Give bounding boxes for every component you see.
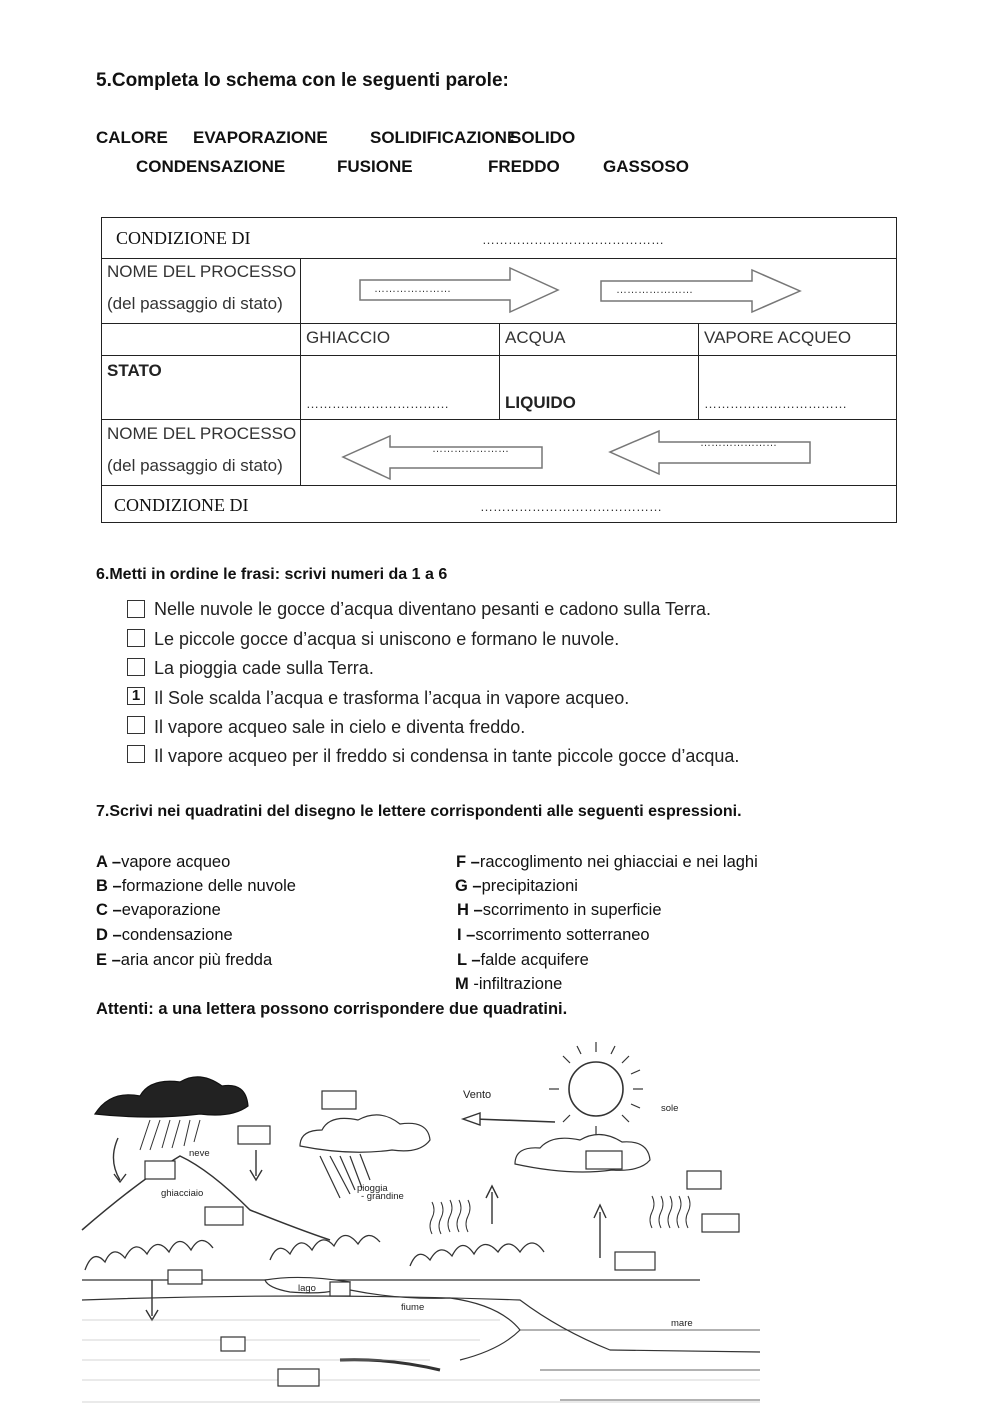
answer-box bbox=[687, 1171, 721, 1189]
stato-label: STATO bbox=[107, 361, 162, 380]
state-ghiaccio: GHIACCIO bbox=[306, 328, 391, 347]
arrow-right-1-blank[interactable]: ………………… bbox=[374, 283, 451, 295]
process-label-top-2: (del passaggio di stato) bbox=[107, 294, 283, 313]
legend-h: H –scorrimento in superficie bbox=[457, 901, 662, 919]
section5-title: 5.Completa lo schema con le seguenti parole: bbox=[96, 70, 509, 91]
answer-box bbox=[221, 1337, 245, 1351]
label-pioggia: pioggia bbox=[357, 1183, 388, 1194]
order-box-5[interactable] bbox=[127, 716, 145, 734]
river bbox=[350, 1290, 520, 1360]
label-mare: mare bbox=[671, 1318, 693, 1329]
legend-a: A –vapore acqueo bbox=[96, 853, 231, 871]
sea bbox=[520, 1330, 760, 1400]
order-box-3[interactable] bbox=[127, 658, 145, 676]
label-ghiacciaio: ghiacciaio bbox=[161, 1188, 204, 1199]
answer-box bbox=[615, 1252, 655, 1270]
section7-note: Attenti: a una lettera possono corrispondere due quadratini. bbox=[96, 1000, 568, 1018]
word-solidificazione: SOLIDIFICAZIONE bbox=[370, 128, 519, 147]
answer-box bbox=[702, 1214, 739, 1232]
order-sentence-5: Il vapore acqueo sale in cielo e diventa freddo. bbox=[154, 717, 526, 737]
wind-arrow bbox=[475, 1119, 555, 1122]
condition-label-bottom: CONDIZIONE DI bbox=[114, 495, 249, 515]
order-sentence-1: Nelle nuvole le gocce d’acqua diventano pesanti e cadono sulla Terra. bbox=[154, 599, 712, 619]
label-sole: sole bbox=[661, 1103, 679, 1114]
condition-blank-top[interactable]: …………………………………… bbox=[482, 232, 664, 247]
order-sentence-3: La pioggia cade sulla Terra. bbox=[154, 658, 374, 678]
water-cycle-drawing bbox=[0, 1030, 1000, 1413]
answer-box bbox=[278, 1369, 319, 1386]
process-label-top-1: NOME DEL PROCESSO bbox=[107, 262, 297, 281]
stato-liquido: LIQUIDO bbox=[505, 393, 576, 412]
word-gassoso: GASSOSO bbox=[603, 157, 689, 176]
word-solido: SOLIDO bbox=[510, 128, 576, 147]
order-sentence-4: Il Sole scalda l’acqua e trasforma l’acqua in vapore acqueo. bbox=[154, 688, 630, 708]
ground-line bbox=[82, 1280, 760, 1352]
legend-d: D –condensazione bbox=[96, 926, 233, 944]
order-sentence-6: Il vapore acqueo per il freddo si condensa in tante piccole gocce d’acqua. bbox=[154, 746, 740, 766]
legend-c: C –evaporazione bbox=[96, 901, 221, 919]
label-grandine: - grandine bbox=[361, 1191, 404, 1202]
condition-blank-bottom[interactable]: …………………………………… bbox=[480, 499, 662, 514]
arrow-left-1-blank[interactable]: ………………… bbox=[432, 443, 509, 455]
answer-box bbox=[586, 1151, 622, 1169]
word-evaporazione: EVAPORAZIONE bbox=[193, 128, 328, 147]
answer-box bbox=[168, 1270, 202, 1284]
order-box-1[interactable] bbox=[127, 600, 145, 618]
answer-boxes bbox=[145, 1091, 739, 1386]
process-label-bottom-2: (del passaggio di stato) bbox=[107, 456, 283, 475]
arrow-right-2-blank[interactable]: ………………… bbox=[616, 284, 693, 296]
legend-i: I –scorrimento sotterraneo bbox=[457, 926, 650, 944]
answer-box bbox=[205, 1207, 243, 1225]
word-freddo: FREDDO bbox=[488, 157, 560, 176]
condition-label-top: CONDIZIONE DI bbox=[116, 228, 251, 248]
answer-box bbox=[145, 1161, 175, 1179]
legend-b: B –formazione delle nuvole bbox=[96, 877, 296, 895]
arrow-left-2-blank[interactable]: ………………… bbox=[700, 437, 777, 449]
legend-f: F –raccoglimento nei ghiacciai e nei laghi bbox=[456, 853, 758, 871]
word-calore: CALORE bbox=[96, 128, 168, 147]
trees bbox=[85, 1235, 544, 1270]
stato-vapore-blank[interactable]: …………………………… bbox=[704, 396, 847, 411]
label-vento: Vento bbox=[463, 1089, 492, 1101]
state-vapore: VAPORE ACQUEO bbox=[704, 328, 852, 347]
state-acqua: ACQUA bbox=[505, 328, 566, 347]
mountain bbox=[82, 1156, 330, 1240]
section6-title: 6.Metti in ordine le frasi: scrivi numeri da 1 a 6 bbox=[96, 566, 448, 583]
label-lago: lago bbox=[298, 1283, 316, 1294]
stato-ghiaccio-blank[interactable]: …………………………… bbox=[306, 396, 449, 411]
legend-l: L –falde acquifere bbox=[457, 951, 589, 969]
order-box-2[interactable] bbox=[127, 629, 145, 647]
legend-g: G –precipitazioni bbox=[455, 877, 578, 895]
answer-box bbox=[238, 1126, 270, 1144]
order-box-6[interactable] bbox=[127, 745, 145, 763]
word-fusione: FUSIONE bbox=[337, 157, 413, 176]
label-fiume: fiume bbox=[401, 1302, 425, 1313]
process-label-bottom-1: NOME DEL PROCESSO bbox=[107, 424, 297, 443]
section7-title: 7.Scrivi nei quadratini del disegno le lettere corrispondenti alle seguenti espressioni. bbox=[96, 803, 742, 820]
order-box-4[interactable]: 1 bbox=[127, 687, 145, 705]
legend-m: M -infiltrazione bbox=[455, 975, 563, 993]
answer-box bbox=[322, 1091, 356, 1109]
legend-e: E –aria ancor più fredda bbox=[96, 951, 273, 969]
answer-box bbox=[330, 1282, 350, 1296]
label-neve: neve bbox=[189, 1148, 210, 1159]
word-condensazione: CONDENSAZIONE bbox=[136, 157, 286, 176]
sun-icon bbox=[549, 1042, 643, 1136]
cloud-right bbox=[515, 1134, 650, 1172]
order-sentence-2: Le piccole gocce d’acqua si uniscono e formano le nuvole. bbox=[154, 629, 620, 649]
